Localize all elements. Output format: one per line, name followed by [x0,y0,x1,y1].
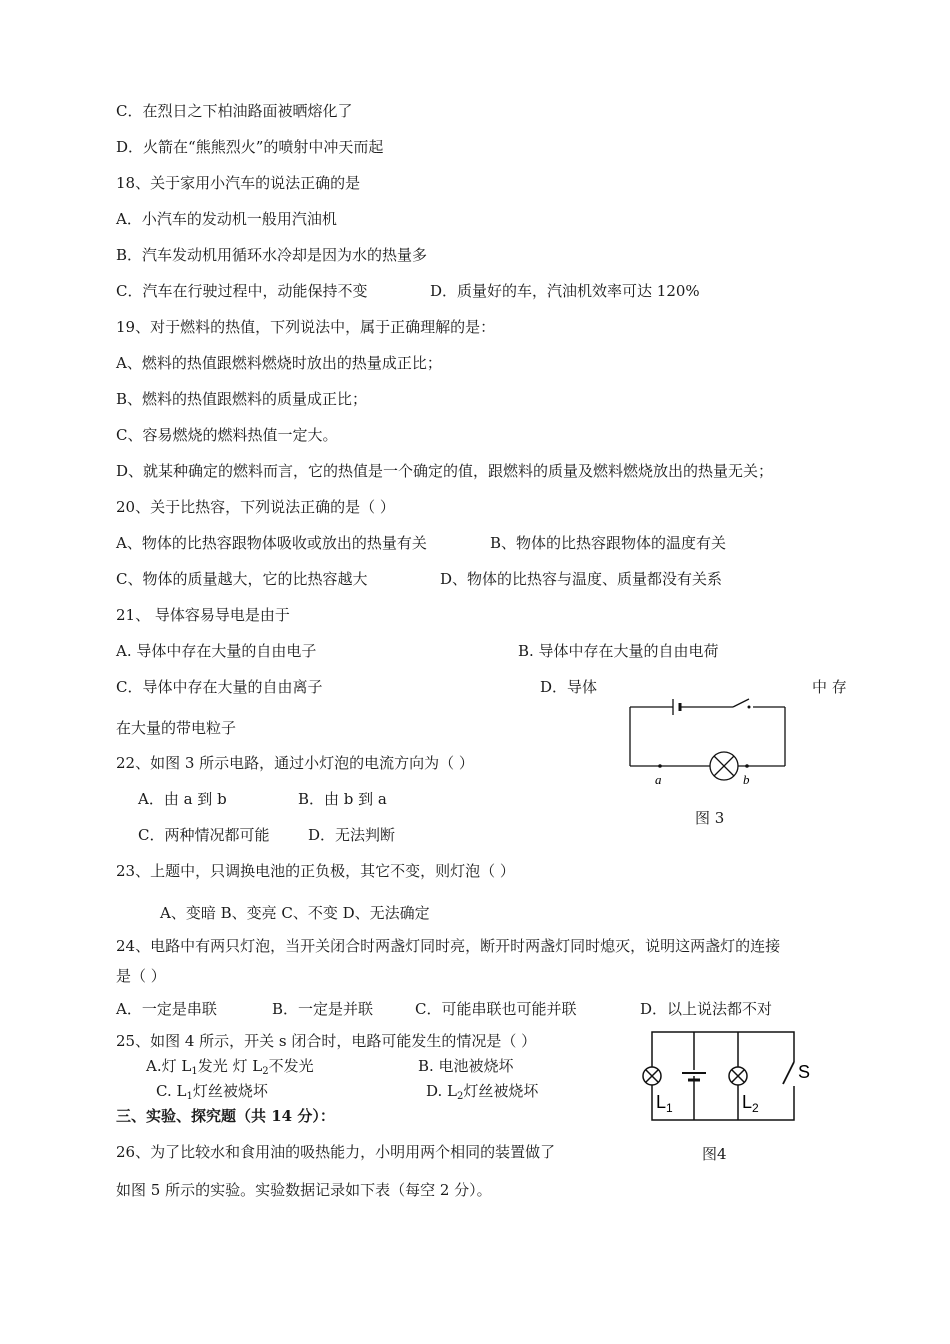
figure-3-circuit [625,695,795,805]
question-26: 26、为了比较水和食用油的吸热能力，小明用两个相同的装置做了 [116,1143,556,1161]
section-3-heading: 三、实验、探究题（共 14 分）： [116,1107,335,1125]
option-19a: A、燃料的热值跟燃料燃烧时放出的热量成正比； [116,354,442,372]
option-18a: A．小汽车的发动机一般用汽油机 [116,210,337,228]
question-18: 18、关于家用小汽车的说法正确的是 [116,174,361,192]
option-25c: C. $L_1$灯丝被烧坏 [156,1082,268,1102]
option-22b: B．由 b 到 a [298,790,387,808]
option-19d: D、就某种确定的燃料而言，它的热值是一个确定的值，跟燃料的质量及燃料燃烧放出的热量无关； [116,462,774,480]
question-23: 23、上题中，只调换电池的正负极，其它不变，则灯泡（ ） [116,862,515,880]
option-22d: D．无法判断 [308,826,396,844]
option-20b: B、物体的比热容跟物体的温度有关 [490,534,727,552]
option-25b: B. 电池被烧坏 [418,1057,514,1075]
option-22c: C．两种情况都可能 [138,826,270,844]
option-20a: A、物体的比热容跟物体吸收或放出的热量有关 [116,534,427,552]
question-26-cont: 如图 5 所示的实验。实验数据记录如下表（每空 2 分）。 [116,1181,492,1199]
option-25d: D. $L_2$灯丝被烧坏 [426,1082,539,1102]
option-21a: A. 导体中存在大量的自由电子 [116,642,317,660]
option-21d-part2: 中 存 [812,678,847,696]
option-17d: D．火箭在“熊熊烈火”的喷射中冲天而起 [116,138,384,156]
option-21d-part1: D．导体 [540,678,598,696]
option-24c: C．可能串联也可能并联 [415,1000,577,1018]
option-18d: D．质量好的车，汽油机效率可达 120% [430,282,700,300]
question-20: 20、关于比热容，下列说法正确的是（ ） [116,498,395,516]
options-23: A、变暗 B、变亮 C、不变 D、无法确定 [160,904,430,922]
figure-3-caption: 图 3 [695,809,725,827]
option-20d: D、物体的比热容与温度、质量都没有关系 [440,570,723,588]
option-21d-part3: 在大量的带电粒子 [116,719,237,737]
question-19: 19、对于燃料的热值，下列说法中，属于正确理解的是： [116,318,496,336]
option-21c: C．导体中存在大量的自由离子 [116,678,323,696]
option-20c: C、物体的质量越大，它的比热容越大 [116,570,368,588]
option-17c: C．在烈日之下柏油路面被晒熔化了 [116,102,353,120]
figure-4-label-l1: $L_1$ [656,1092,673,1115]
option-22a: A．由 a 到 b [138,790,227,808]
option-25a: A.灯 $L_1$发光 灯 $L_2$不发光 [146,1057,314,1077]
figure-4-label-s: S [798,1062,811,1082]
option-19b: B、燃料的热值跟燃料的质量成正比； [116,390,368,408]
option-19c: C、容易燃烧的燃料热值一定大。 [116,426,338,444]
figure-3-label-a: a [655,772,662,787]
option-24b: B．一定是并联 [272,1000,374,1018]
question-25: 25、如图 4 所示，开关 s 闭合时，电路可能发生的情况是（ ） [116,1032,537,1050]
figure-4-circuit [638,1028,811,1128]
question-22: 22、如图 3 所示电路，通过小灯泡的电流方向为（ ） [116,754,474,772]
figure-4-caption: 图4 [702,1145,727,1163]
question-24-cont: 是（ ） [116,967,166,985]
question-21: 21、 导体容易导电是由于 [116,606,290,624]
option-21b: B. 导体中存在大量的自由电荷 [518,642,719,660]
question-24: 24、电路中有两只灯泡，当开关闭合时两盏灯同时亮，断开时两盏灯同时熄灭，说明这两盏灯的连接 [116,937,781,955]
option-18c: C．汽车在行驶过程中，动能保持不变 [116,282,368,300]
figure-4-label-l2: $L_2$ [742,1092,759,1115]
option-24a: A．一定是串联 [116,1000,217,1018]
option-24d: D．以上说法都不对 [640,1000,773,1018]
option-18b: B．汽车发动机用循环水冷却是因为水的热量多 [116,246,428,264]
figure-3-label-b: b [743,772,750,787]
